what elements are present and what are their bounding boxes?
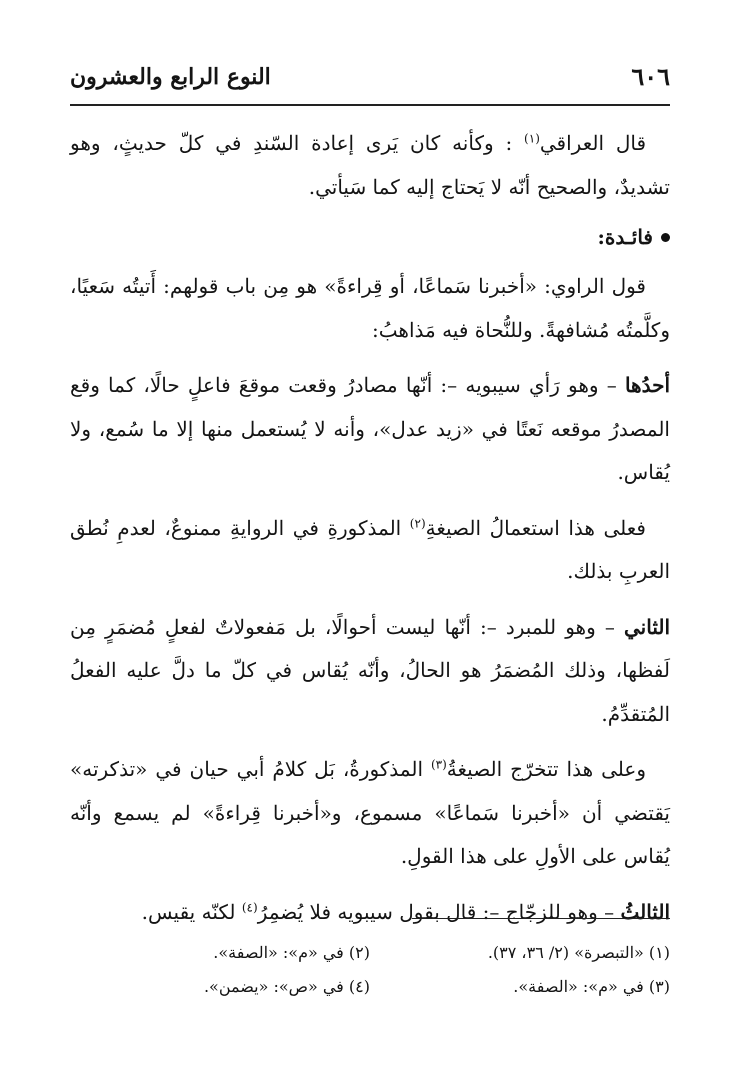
footnote-ref-1: (١) bbox=[524, 131, 540, 146]
footnote-ref-2: (٢) bbox=[409, 515, 426, 530]
page-number: ٦٠٦ bbox=[631, 62, 670, 91]
paragraph-second-view bbox=[70, 606, 670, 737]
consequence-rest: المذكورةِ في الروايةِ ممنوعٌ، لعدمِ نُطق العربِ بذلك. bbox=[70, 515, 670, 583]
consequence-start: فعلى هذا استعمالُ الصيغةِ bbox=[425, 515, 646, 540]
first-view-text: – وهو رَأي سيبويه –: أنّها مصادرُ وقعت موقعَ فاعلٍ حالًا، كما وقع المصدرُ موقعه نَعتًا في «زيد عدل»، وأنه لا يُستعمل منها إلا ما سُمع، ولا يُقاس. bbox=[70, 373, 670, 484]
paragraph-first-view bbox=[70, 364, 670, 495]
derivation-rest: المذكورةُ، بَل كلامُ أبي حيان في «تذكرته» يَقتضي أن «أخبرنا سَماعًا» مسموع، و«أخبرنا قِراءةً» لم يسمع وأنّه يُقاس على الأولِ على هذا القولِ. bbox=[70, 757, 670, 868]
paragraph-iraqi-start: قال العراقي bbox=[539, 131, 647, 155]
third-view-term: الثالثُ bbox=[620, 899, 670, 924]
paragraph-derivation bbox=[70, 748, 670, 879]
paragraph-iraqi-rest: : وكأنه كان يَرى إعادة السّندِ في كلّ حديثٍ، وهو تشديدٌ، والصحيح أنّه لا يَحتاج إليه كما سَيأتي. bbox=[70, 131, 670, 199]
first-view-term: أحدُها bbox=[624, 373, 670, 397]
footnote-rule bbox=[412, 918, 670, 919]
main-text bbox=[70, 122, 670, 934]
footnote-4: (٤) في «ص»: «يضمن». bbox=[203, 977, 370, 996]
benefit-heading bbox=[70, 217, 670, 257]
second-view-text: – وهو للمبرد –: أنّها ليست أحوالًا، بل مَفعولاتٌ لفعلٍ مُضمَرٍ مِن لَفظها، وذلك المُضمَرُ هو الحالُ، وأنّه يُقاس في كلّ ما دلَّ عليه الفعلُ المُتقدِّمُ. bbox=[70, 614, 670, 726]
page-header bbox=[70, 62, 670, 106]
benefit-label: فائـدة: bbox=[597, 225, 653, 249]
bullet-icon bbox=[661, 233, 670, 242]
paragraph-narrator: قول الراوي: «أخبرنا سَماعًا، أو قِراءةً» هو مِن باب قولهم: أَتيتُه سَعيًا، وكلَّمتُه مُشافهةً. وللنُّحاة فيه مَذاهبُ: bbox=[70, 274, 670, 342]
running-title: النوع الرابع والعشرون bbox=[70, 64, 271, 90]
paragraph-third-view bbox=[70, 891, 670, 935]
paragraph-consequence bbox=[70, 507, 670, 594]
footnotes bbox=[70, 936, 670, 1004]
second-view-term: الثاني bbox=[624, 614, 671, 639]
footnote-ref-4: (٤) bbox=[241, 899, 258, 914]
footnote-1: (١) «التبصرة» (٢/ ٣٦، ٣٧). bbox=[487, 943, 670, 962]
third-view-rest: لكنّه يقيس. bbox=[141, 899, 236, 924]
header-rule bbox=[70, 104, 670, 106]
footnote-ref-3: (٣) bbox=[430, 757, 447, 772]
paragraph-iraqi bbox=[70, 122, 670, 209]
derivation-start: وعلى هذا تتخرّج الصيغةُ bbox=[446, 757, 646, 781]
footnote-2: (٢) في «م»: «الصفة». bbox=[213, 943, 370, 962]
third-view-start: – وهو للزجّاج –: قال بقول سيبويه فلا يُضمِرُ bbox=[257, 899, 615, 924]
footnote-3: (٣) في «م»: «الصفة». bbox=[513, 977, 670, 996]
